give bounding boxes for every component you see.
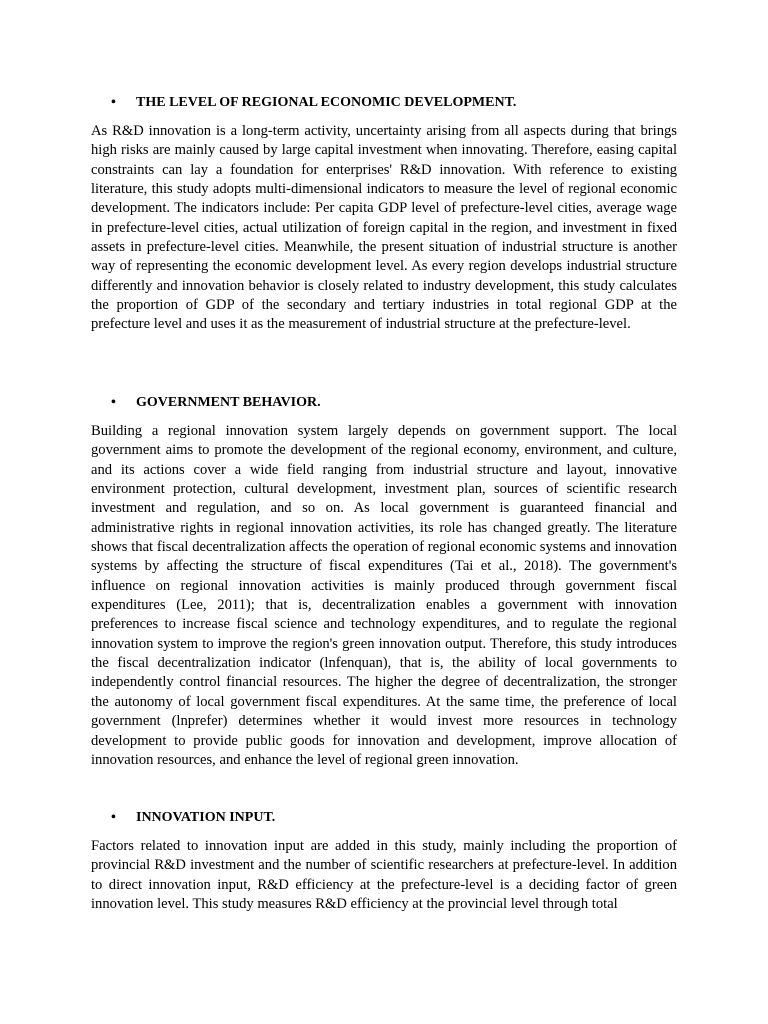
section-heading-innovation-input [91, 808, 722, 827]
section-heading-economic-development [91, 93, 722, 112]
paragraph-innovation-input: Factors related to innovation input are added in this study, mainly including the proportion of provincial R&D investment and the number of scientific researchers at prefecture-level. In addition to direct innovation input, R&D efficiency at the prefecture-level is a deciding factor of green innovation level. This study measures R&D efficiency at the provincial level through total [91, 838, 677, 913]
heading-text: GOVERNMENT BEHAVIOR. [136, 395, 321, 410]
bullet-icon: • [111, 395, 116, 410]
bullet-icon: • [111, 95, 116, 110]
heading-text: THE LEVEL OF REGIONAL ECONOMIC DEVELOPMENT. [136, 95, 517, 110]
paragraph-economic-development: As R&D innovation is a long-term activity, uncertainty arising from all aspects during that brings high risks are mainly caused by large capital investment when innovating. Therefore, easing capital constraints can lay a foundation for enterprises' R&D innovation. With reference to existing literature, this study adopts multi-dimensional indicators to measure the level of regional economic development. The indicators include: Per capita GDP level of prefecture-level cities, average wage in prefecture-level cities, actual utilization of foreign capital in the region, and investment in fixed assets in prefecture-level cities. Meanwhile, the present situation of industrial structure is another way of representing the economic development level. As every region develops industrial structure differently and innovation behavior is closely related to industry development, this study calculates the proportion of GDP of the secondary and tertiary industries in total regional GDP at the prefecture level and uses it as the measurement of industrial structure at the prefecture-level. [91, 123, 677, 333]
heading-text: INNOVATION INPUT. [136, 810, 276, 825]
section-heading-government-behavior [91, 393, 722, 412]
bullet-icon: • [111, 810, 116, 825]
paragraph-government-behavior: Building a regional innovation system largely depends on government support. The local government aims to promote the development of the regional economy, environment, and culture, and its actions cover a wide field ranging from industrial structure and layout, innovative environment protection, cultural development, investment plan, sources of scientific research investment and regulation, and so on. As local government is guaranteed financial and administrative rights in regional innovation activities, its role has changed greatly. The literature shows that fiscal decentralization affects the operation of regional economic systems and innovation systems by affecting the structure of fiscal expenditures (Tai et al., 2018). The government's influence on regional innovation activities is mainly produced through government fiscal expenditures (Lee, 2011); that is, decentralization enables a government with innovation preferences to increase fiscal science and technology expenditures, and to regulate the regional innovation system to improve the region's green innovation output. Therefore, this study introduces the fiscal decentralization indicator (lnfenquan), that is, the ability of local governments to independently control financial resources. The higher the degree of decentralization, the stronger the autonomy of local government fiscal expenditures. At the same time, the preference of local government (lnprefer) determines whether it would invest more resources in technology development to provide public goods for innovation and development, improve allocation of innovation resources, and enhance the level of regional green innovation. [91, 423, 677, 768]
